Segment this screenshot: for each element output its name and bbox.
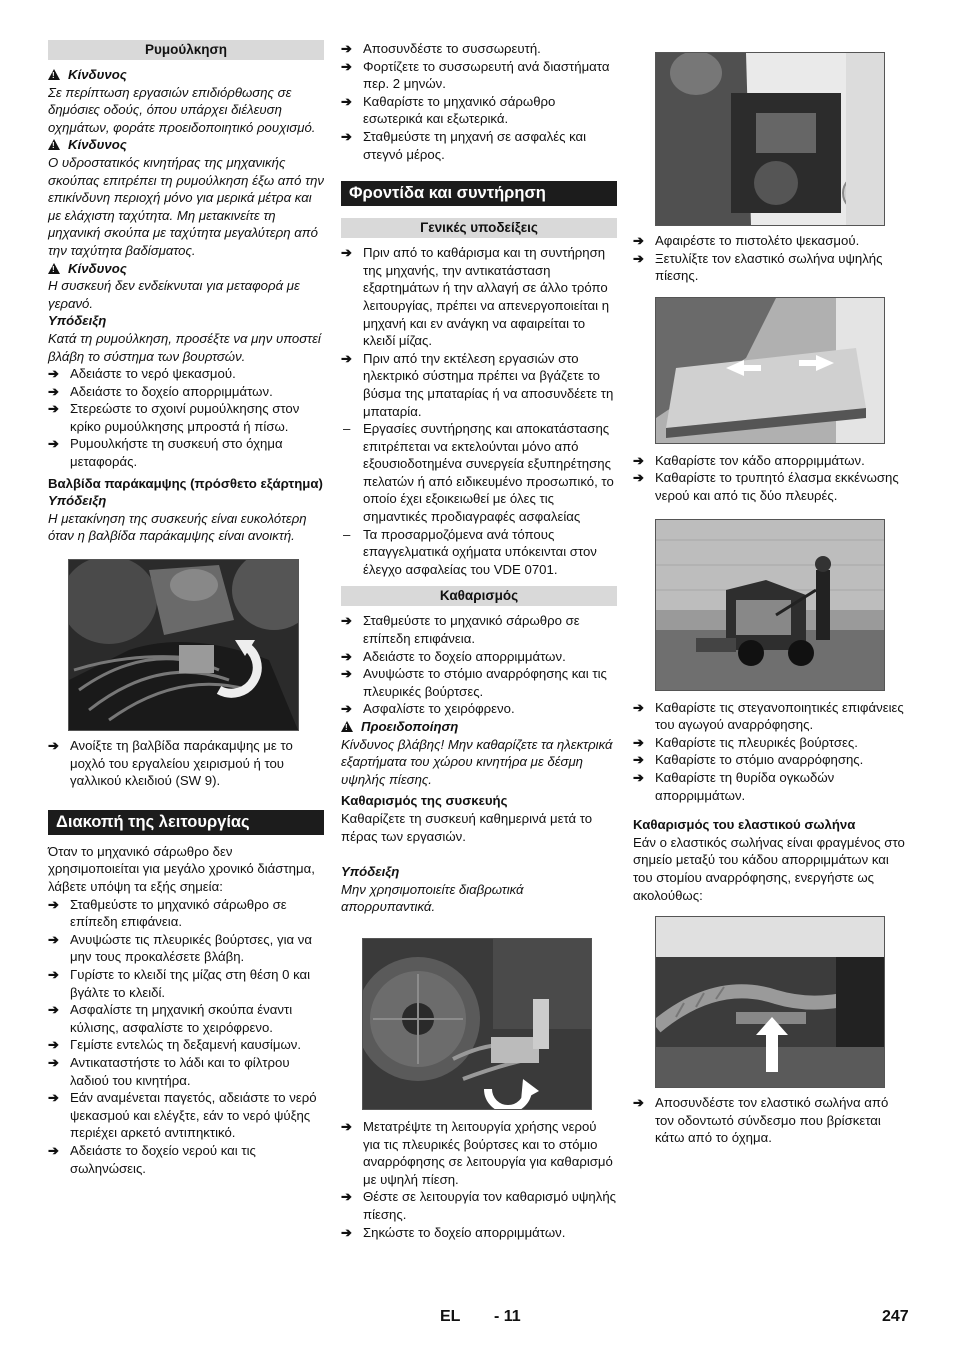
list-item: ➔ Πριν από το καθάρισμα και τη συντήρηση της μηχανής, την αντικατάσταση εξαρτημάτων ή την αλλαγή σε άλλο τρόπο λειτουργίας, πρέπει να απενεργοποιείται η μηχανή και εν ανάγκη να αφαιρείται το κλειδί μίζας. (341, 245, 610, 349)
arrow-right-icon: ➔ (633, 752, 645, 768)
list-item: ➔ Γυρίστε το κλειδί της μίζας στη θέση 0 και βγάλτε το κλειδί. (48, 966, 311, 1000)
warning-label: !Προειδοποίηση (341, 718, 617, 736)
photo-waste-container (655, 297, 885, 444)
device-cleaning-title: Καθαρισμός της συσκευής (341, 793, 508, 809)
arrow-right-icon: ➔ (633, 734, 645, 750)
photo-bypass-valve-drawing (69, 560, 298, 730)
warning-triangle-icon (341, 721, 353, 732)
arrow-right-icon: ➔ (341, 1224, 353, 1240)
list-item: ➔ Θέστε σε λειτουργία τον καθαρισμό υψηλής πίεσης. (341, 1189, 617, 1222)
list-item: ➔ Πριν από την εκτέλεση εργασιών στο ηλεκτρικό σύστημα πρέπει να βγάζετε το βύσμα της μπαταρίας ή να αποσυνδέετε τη μπαταρία. (341, 350, 614, 419)
photo-pressure-washing (655, 519, 885, 691)
column-3 (633, 40, 909, 1147)
arrow-right-icon: ➔ (48, 1054, 60, 1070)
shutdown-steps (48, 896, 324, 1178)
list-item: – Τα προσαρμοζόμενα ανά τόπους επαγγελματικά οχήματα υπόκεινται στον έλεγχο ασφαλείας του VDE 0701. (343, 526, 597, 577)
list-item: ➔ Στερεώστε το σχοινί ρυμούλκησης στον κρίκο ρυμούλκησης μπροστά ή πίσω. (48, 401, 300, 434)
page-number: 247 (882, 1308, 909, 1325)
arrow-right-icon: ➔ (341, 93, 353, 109)
list-item: ➔ Αδειάστε το νερό ψεκασμού. (48, 366, 236, 382)
bypass-valve-title: Βαλβίδα παράκαμψης (πρόσθετο εξάρτημα) (48, 475, 323, 491)
arrow-right-icon: ➔ (341, 1118, 353, 1134)
list-item: ➔ Ασφαλίστε το χειρόφρενο. (341, 701, 515, 717)
arrow-right-icon: ➔ (633, 250, 645, 266)
photo-spray-gun-drawing (656, 53, 884, 225)
danger-label-2: !Κίνδυνος (48, 136, 324, 154)
list-item: ➔ Ασφαλίστε τη μηχανική σκούπα έναντι κύλισης, ασφαλίστε το χειρόφρενο. (48, 1002, 293, 1035)
device-cleaning-text: Καθαρίζετε τη συσκευή καθημερινά μετά το πέρας των εργασιών. (341, 810, 593, 844)
list-item: – Εργασίες συντήρησης και αποκατάστασης επιτρέπεται να εκτελούνται μόνο από εξουσιοδοτημένα συνεργεία εξυπηρέτησης πελατών ή από ειδικευμένο προσωπικό, το οποίο έχει εξοικειωθεί με όλες τις σημαντικές προδιαγραφές ασφαλείας (343, 421, 614, 525)
arrow-right-icon: ➔ (341, 128, 353, 144)
arrow-right-icon: ➔ (48, 401, 60, 417)
list-item: ➔ Σταθμεύστε τη μηχανή σε ασφαλές και στεγνό μέρος. (341, 128, 587, 162)
photo-waste-container-drawing (656, 298, 884, 443)
hose-cleaning-text: Εάν ο ελαστικός σωλήνας είναι φραγμένος στο σημείο μεταξύ του κάδου απορριμμάτων και του στομίου αναρρόφησης, ενεργήστε ως ακολούθως: (633, 834, 905, 903)
list-item: ➔ Σταθμεύστε το μηχανικό σάρωθρο σε επίπεδη επιφάνεια. (341, 613, 580, 647)
warning-triangle-icon (48, 139, 60, 150)
warning-triangle-icon (48, 263, 60, 274)
arrow-right-icon: ➔ (633, 233, 645, 248)
arrow-right-icon: ➔ (341, 666, 353, 682)
list-item: ➔ Γεμίστε εντελώς τη δεξαμενή καυσίμων. (48, 1037, 301, 1053)
list-item: ➔ Σηκώστε το δοχείο απορριμμάτων. (341, 1224, 566, 1240)
arrow-right-icon: ➔ (341, 701, 353, 717)
list-item: ➔ Ξετυλίξτε τον ελαστικό σωλήνα υψηλής πίεσης. (633, 250, 883, 284)
danger-label-3: !Κίνδυνος (48, 260, 324, 278)
photo-pressure-washing-drawing (656, 520, 884, 690)
list-item: ➔ Αποσυνδέστε το συσσωρευτή. (341, 41, 541, 56)
note-label-1: Υπόδειξη (48, 313, 107, 329)
note-label-3: Υπόδειξη (341, 864, 400, 880)
note-text-1: Κατά τη ρυμούλκηση, προσέξτε να μην υποστεί βλάβη το σύστημα των βουρτσών. (48, 330, 321, 364)
arrow-right-icon: ➔ (341, 41, 353, 56)
shutdown-intro: Όταν το μηχανικό σάρωθρο δεν χρησιμοποιείται για μεγάλο χρονικό διάστημα, λάβετε υπόψη τα εξής σημεία: (48, 843, 315, 894)
arrow-right-icon: ➔ (48, 1037, 60, 1053)
arrow-right-icon: ➔ (48, 383, 60, 399)
photo-water-valve-drawing (363, 939, 591, 1109)
danger-text-1: Σε περίπτωση εργασιών επιδιόρθωσης σε δημόσιες οδούς, όπου υπάρχει διέλευση οχημάτων, φοράτε προειδοποιητικό ρουχισμό. (48, 84, 316, 135)
danger-text-2: Ο υδροστατικός κινητήρας της μηχανικής σκούπας επιτρέπει τη ρυμούλκηση έξω από την επικίνδυνη περιοχή μόνο για μερικά μέτρα και με ελάχιστη ταχύτητα. Μη μετακινείτε τη μηχανική σκούπα με ταχύτητα μεγαλύτερη από την ταχύτητα βαδίσματος. (48, 154, 324, 258)
list-item: ➔ Αφαιρέστε το πιστολέτο ψεκασμού. (633, 233, 860, 248)
photo-hose-coupling (655, 916, 885, 1088)
list-item: ➔ Ανοίξτε τη βαλβίδα παράκαμψης με το μοχλό του εργαλείου χειρισμού ή του γαλλικού κλειδιού (SW 9). (48, 738, 293, 789)
list-item: ➔ Ανυψώστε το στόμιο αναρρόφησης και τις πλευρικές βούρτσες. (341, 666, 607, 699)
footer-language: EL (440, 1308, 461, 1325)
arrow-right-icon: ➔ (633, 699, 645, 715)
photo-bypass-valve (68, 559, 299, 731)
arrow-right-icon: ➔ (48, 1002, 60, 1018)
list-item: ➔ Καθαρίστε τον κάδο απορριμμάτων. (633, 452, 865, 468)
footer-section: - 11 (494, 1308, 521, 1325)
hose-cleaning-title: Καθαρισμός του ελαστικού σωλήνα (633, 817, 856, 833)
arrow-right-icon: ➔ (48, 896, 60, 912)
list-item: ➔ Αδειάστε το δοχείο νερού και τις σωληνώσεις. (48, 1142, 256, 1176)
section-maintenance-title: Φροντίδα και συντήρηση (341, 181, 617, 206)
arrow-right-icon: ➔ (48, 966, 60, 982)
arrow-right-icon: ➔ (633, 1095, 645, 1111)
danger-label-1: !Κίνδυνος (48, 66, 324, 84)
list-item: ➔ Σταθμεύστε το μηχανικό σάρωθρο σε επίπεδη επιφάνεια. (48, 896, 287, 930)
list-item: ➔ Εάν αναμένεται παγετός, αδειάστε το νερό ψεκασμού και ελέγξτε, εάν το νερό ψύξης περιέχει αρκετό αντιπηκτικό. (48, 1090, 317, 1141)
photo-spray-gun (655, 52, 885, 226)
list-item: ➔ Μετατρέψτε τη λειτουργία χρήσης νερού για τις πλευρικές βούρτσες και το στόμιο αναρρόφησης σε λειτουργία για καθαρισμό με υψηλή πίεση. (341, 1118, 613, 1187)
warning-text: Κίνδυνος βλάβης! Μην καθαρίζετε τα ηλεκτρικά εξαρτήματα του χώρου κινητήρα με δέσμη υψηλής πίεσης. (341, 736, 613, 787)
arrow-right-icon: ➔ (341, 1189, 353, 1205)
arrow-right-icon: ➔ (341, 350, 353, 366)
general-notes-title: Γενικές υποδείξεις (341, 218, 617, 238)
cleaning-title: Καθαρισμός (341, 586, 617, 606)
arrow-right-icon: ➔ (341, 245, 353, 261)
list-item: ➔ Καθαρίστε το στόμιο αναρρόφησης. (633, 752, 864, 768)
arrow-right-icon: ➔ (633, 769, 645, 785)
list-item: ➔ Φορτίζετε το συσσωρευτή ανά διαστήματα περ. 2 μηνών. (341, 58, 610, 92)
list-item: ➔ Καθαρίστε τη θυρίδα ογκωδών απορριμμάτων. (633, 769, 835, 803)
arrow-right-icon: ➔ (48, 1142, 60, 1158)
column-2 (341, 40, 617, 1241)
arrow-right-icon: ➔ (48, 366, 60, 382)
list-item: ➔ Αποσυνδέστε τον ελαστικό σωλήνα από τον οδοντωτό σύνδεσμο που βρίσκεται κάτω από το όχημα. (633, 1095, 889, 1146)
arrow-right-icon: ➔ (48, 436, 60, 452)
arrow-right-icon: ➔ (341, 648, 353, 664)
section-shutdown-title: Διακοπή της λειτουργίας (48, 810, 324, 835)
list-item: ➔ Αδειάστε το δοχείο απορριμμάτων. (48, 383, 273, 399)
arrow-right-icon: ➔ (633, 452, 645, 468)
danger-text-3: Η συσκευή δεν ενδείκνυται για μεταφορά με γερανό. (48, 278, 300, 311)
list-item: ➔ Αδειάστε το δοχείο απορριμμάτων. (341, 648, 566, 664)
list-item: ➔ Καθαρίστε τις πλευρικές βούρτσες. (633, 734, 858, 750)
arrow-right-icon: ➔ (48, 931, 60, 947)
arrow-right-icon: ➔ (633, 470, 645, 486)
towing-steps (48, 365, 324, 471)
list-item: ➔ Καθαρίστε το τρυπητό έλασμα εκκένωσης νερού και από τις δύο πλευρές. (633, 470, 899, 503)
list-item: ➔ Ανυψώστε τις πλευρικές βούρτσες, για να μην τους προκαλέσετε βλάβη. (48, 931, 313, 965)
arrow-right-icon: ➔ (341, 58, 353, 74)
note-label-2: Υπόδειξη (48, 493, 107, 509)
column-1 (48, 40, 324, 1177)
section-towing-title: Ρυμούλκηση (48, 40, 324, 60)
storage-steps (341, 40, 617, 163)
arrow-right-icon: ➔ (48, 1090, 60, 1106)
list-item: ➔ Ρυμουλκήστε τη συσκευή στο όχημα μεταφοράς. (48, 436, 283, 470)
note-text-3: Μην χρησιμοποιείτε διαβρωτικά απορρυπαντικά. (341, 881, 524, 915)
photo-hose-coupling-drawing (656, 917, 884, 1087)
list-item: ➔ Αντικαταστήστε το λάδι και το φίλτρου λαδιού του κινητήρα. (48, 1054, 290, 1088)
arrow-right-icon: ➔ (48, 738, 60, 754)
note-text-2: Η μετακίνηση της συσκευής είναι ευκολότερη όταν η βαλβίδα παράκαμψης είναι ανοικτή. (48, 510, 307, 544)
warning-triangle-icon (48, 69, 60, 80)
list-item: ➔ Καθαρίστε το μηχανικό σάρωθρο εσωτερικά και εξωτερικά. (341, 93, 556, 127)
arrow-right-icon: ➔ (341, 613, 353, 629)
photo-water-valve (362, 938, 592, 1110)
list-item: ➔ Καθαρίστε τις στεγανοποιητικές επιφάνειες του αγωγού αναρρόφησης. (633, 699, 904, 733)
